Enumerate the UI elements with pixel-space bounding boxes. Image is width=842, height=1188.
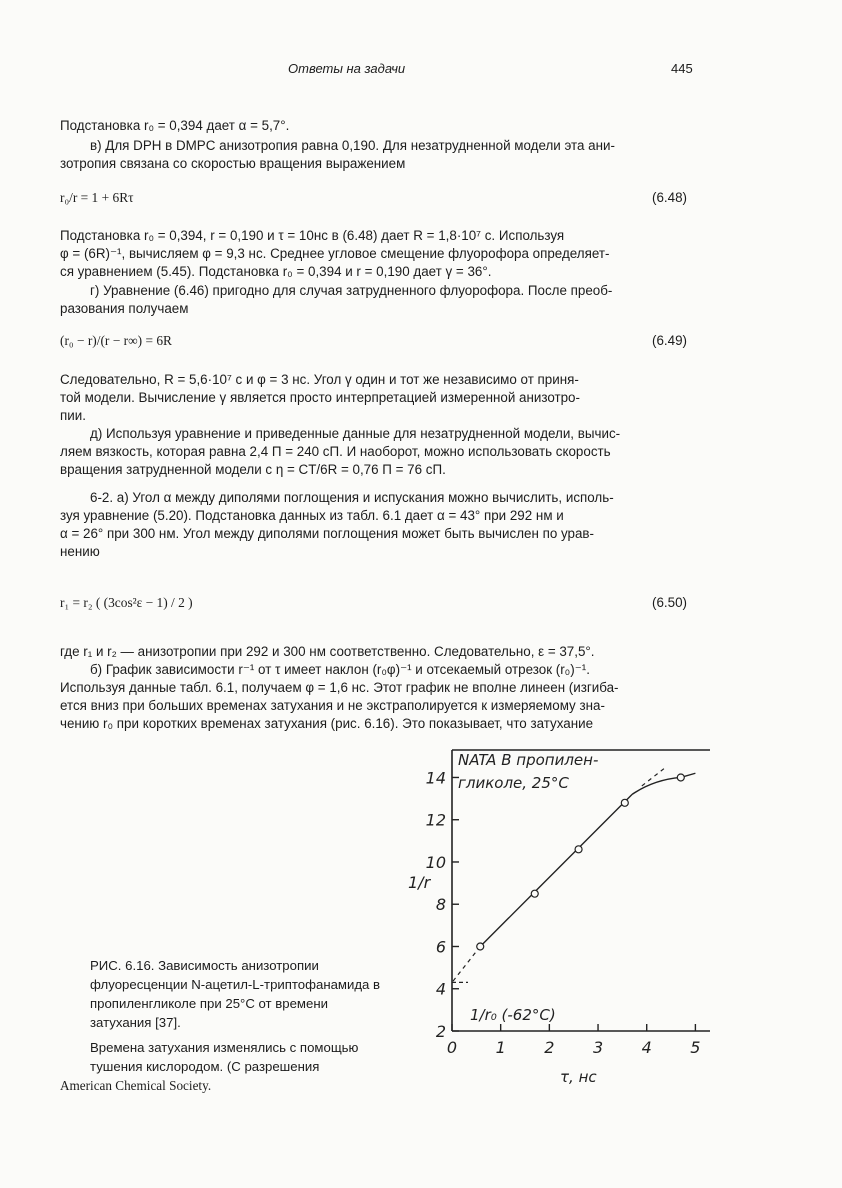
text-line: д) Используя уравнение и приведенные данные для незатрудненной модели, вычис- bbox=[90, 426, 621, 441]
page-number: 445 bbox=[671, 61, 693, 76]
text-line: вращения затрудненной модели с η = CT/6R = 0,76 П = 76 сП. bbox=[60, 462, 446, 477]
text-line: зотропия связана со скоростью вращения выражением bbox=[60, 156, 406, 171]
chart-title-line1: NATA В пропилен- bbox=[458, 751, 599, 769]
text-line: зуя уравнение (5.20). Подстановка данных из табл. 6.1 дает α = 43° при 292 нм и bbox=[60, 508, 564, 523]
text-line: б) График зависимости r⁻¹ от τ имеет наклон (r₀φ)⁻¹ и отсекаемый отрезок (r₀)⁻¹. bbox=[90, 662, 590, 677]
equation-6-49: (r₀ − r)/(r − r∞) = 6R bbox=[60, 333, 172, 348]
extrapolation-line bbox=[452, 946, 480, 982]
text-line: в) Для DPH в DMPC анизотропия равна 0,190. Для незатрудненной модели эта ани- bbox=[90, 138, 615, 153]
y-tick-label: 12 bbox=[425, 810, 446, 830]
y-tick-label: 6 bbox=[435, 937, 446, 957]
text-line: ляем вязкость, которая равна 2,4 П = 240 сП. И наоборот, можно использовать скорость bbox=[60, 444, 611, 459]
equation-number: (6.50) bbox=[652, 595, 687, 610]
text-line: Подстановка r₀ = 0,394, r = 0,190 и τ = 10нс в (6.48) дает R = 1,8·10⁷ с. Используя bbox=[60, 228, 565, 243]
text-line: Используя данные табл. 6.1, получаем φ = 1,6 нс. Этот график не вполне линеен (изгиба- bbox=[60, 680, 619, 695]
y-tick-label: 14 bbox=[425, 768, 446, 788]
text-line: α = 26° при 300 нм. Угол между диполями поглощения может быть вычислен по урав- bbox=[60, 526, 595, 541]
equation-number: (6.49) bbox=[652, 333, 687, 348]
reference-annotation: 1/r₀ (-62°С) bbox=[470, 1006, 556, 1024]
text-line: ется вниз при больших временах затухания и не экстраполируется к измеряемому зна- bbox=[60, 698, 605, 713]
text-line: нению bbox=[60, 544, 100, 559]
y-axis-label: 1/r bbox=[408, 873, 431, 892]
data-point bbox=[575, 846, 582, 853]
figure-caption bbox=[60, 956, 390, 1095]
running-header-title: Ответы на задачи bbox=[288, 61, 406, 76]
caption-text: РИС. 6.16. Зависимость анизотропии флуоресценции N-ацетил-L-триптофанамида в пропиленгликоле при 25°С от времени затухания [37]. bbox=[90, 958, 381, 1030]
x-axis-label: τ, нс bbox=[560, 1068, 597, 1086]
fit-line bbox=[480, 794, 632, 946]
curve-bend bbox=[632, 773, 695, 794]
text-line: ся уравнением (5.45). Подстановка r₀ = 0,394 и r = 0,190 дает γ = 36°. bbox=[60, 264, 492, 279]
y-tick-label: 2 bbox=[435, 1022, 446, 1041]
x-tick-label: 2 bbox=[544, 1038, 555, 1057]
x-tick-label: 4 bbox=[641, 1038, 652, 1057]
text-line: Подстановка r₀ = 0,394 дает α = 5,7°. bbox=[60, 118, 290, 133]
anisotropy-chart bbox=[400, 748, 720, 1093]
y-tick-label: 10 bbox=[425, 852, 446, 872]
text-line: той модели. Вычисление γ является просто интерпретацией измеренной анизотро- bbox=[60, 390, 580, 405]
x-tick-label: 3 bbox=[592, 1038, 604, 1057]
equation-6-50: r₁ = r₂ ( (3cos²ε − 1) / 2 ) bbox=[60, 595, 193, 610]
text-line: φ = (6R)⁻¹, вычисляем φ = 9,3 нс. Среднее угловое смещение флуорофора определяет- bbox=[60, 246, 610, 261]
equation-number: (6.48) bbox=[652, 190, 687, 205]
data-point bbox=[621, 799, 628, 806]
text-line: разования получаем bbox=[60, 301, 189, 316]
y-tick-label: 4 bbox=[435, 979, 446, 999]
text-line: где r₁ и r₂ — анизотропии при 292 и 300 нм соответственно. Следовательно, ε = 37,5°. bbox=[60, 644, 595, 659]
text-line: Следовательно, R = 5,6·10⁷ с и φ = 3 нс. Угол γ один и тот же независимо от приня- bbox=[60, 372, 579, 387]
chart-title-line2: гликоле, 25°С bbox=[458, 774, 569, 792]
data-point bbox=[677, 774, 684, 781]
caption-credit: American Chemical Society. bbox=[60, 1078, 212, 1093]
x-tick-label: 0 bbox=[446, 1038, 458, 1057]
data-point bbox=[477, 943, 484, 950]
equation-6-48: r₀/r = 1 + 6Rτ bbox=[60, 190, 134, 205]
text-line: г) Уравнение (6.46) пригодно для случая затрудненного флуорофора. После преоб- bbox=[90, 283, 613, 298]
text-line: чению r₀ при коротких временах затухания (рис. 6.16). Это показывает, что затухание bbox=[60, 716, 594, 731]
x-tick-label: 5 bbox=[690, 1038, 701, 1057]
data-point bbox=[531, 890, 538, 897]
caption-note: Времена затухания изменялись с помощью тушения кислородом. (С разрешения bbox=[90, 1040, 359, 1074]
text-line: 6-2. а) Угол α между диполями поглощения и испускания можно вычислить, исполь- bbox=[90, 490, 614, 505]
text-line: пии. bbox=[60, 408, 86, 423]
x-tick-label: 1 bbox=[495, 1038, 506, 1057]
y-tick-label: 8 bbox=[435, 895, 446, 915]
